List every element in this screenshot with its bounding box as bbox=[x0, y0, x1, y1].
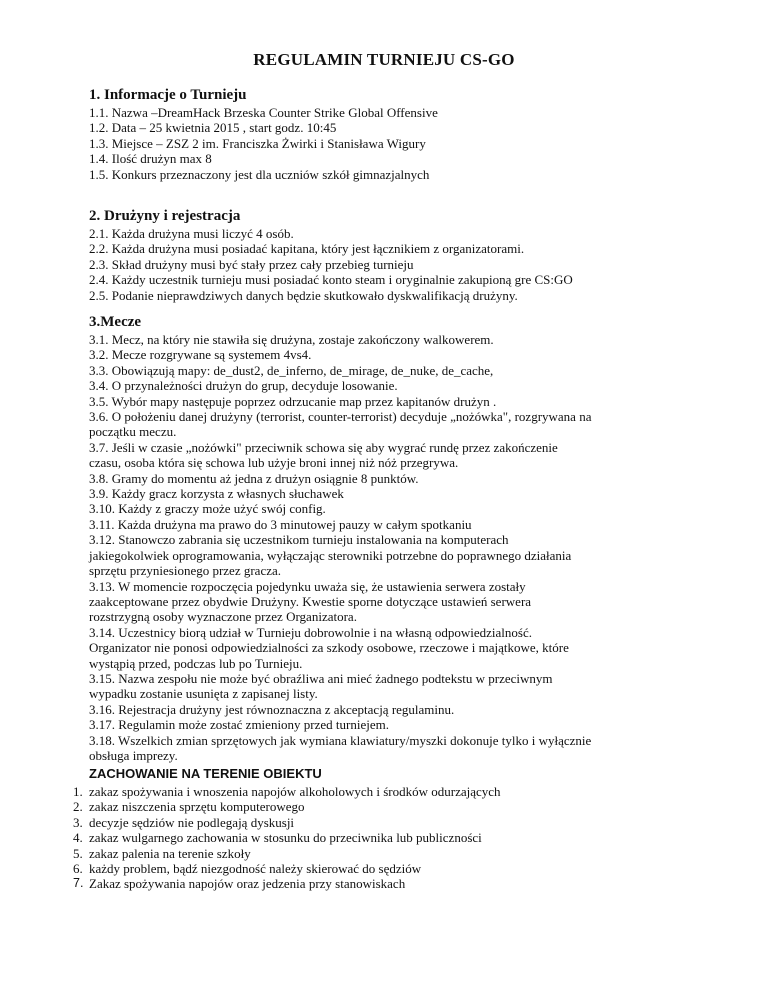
rule-item: 2.2. Każda drużyna musi posiadać kapitana, który jest łącznikiem z organizatorami. bbox=[89, 241, 525, 257]
rule-item: 3.10. Każdy z graczy może użyć swój config. bbox=[89, 501, 326, 517]
section-teams-registration bbox=[89, 207, 689, 303]
rule-item: 1.4. Ilość drużyn max 8 bbox=[89, 151, 212, 167]
rule-item: 2.3. Skład drużyny musi być stały przez cały przebieg turnieju bbox=[89, 256, 414, 272]
rule-item-continuation: początku meczu. bbox=[89, 424, 177, 440]
list-number: 7. bbox=[73, 876, 84, 891]
list-item bbox=[73, 861, 673, 876]
rule-item: 2.5. Podanie nieprawdziwych danych będzie skutkowało dyskwalifikacją drużyny. bbox=[89, 287, 518, 303]
list-item bbox=[73, 846, 673, 861]
list-number: 2. bbox=[73, 799, 83, 815]
rule-item: 3.5. Wybór mapy następuje poprzez odrzucanie map przez kapitanów drużyn . bbox=[89, 393, 497, 409]
rule-item-continuation: sprzętu przyniesionego przez gracza. bbox=[89, 563, 282, 579]
rule-item-continuation: rozstrzygną osoby wyznaczone przez Organizatora. bbox=[89, 609, 357, 625]
rule-item-continuation: wystąpią przed, podczas lub po Turnieju. bbox=[89, 655, 303, 671]
rule-item-continuation: czasu, osoba która się schowa lub użyje broni innej niż nóż przegrywa. bbox=[89, 455, 459, 471]
section-conduct bbox=[73, 766, 673, 892]
rule-item-continuation: wypadku zostanie usunięta z zapisanej listy. bbox=[89, 686, 318, 702]
rule-item: 3.12. Stanowczo zabrania się uczestnikom turnieju instalowania na komputerach bbox=[89, 532, 509, 548]
list-item bbox=[73, 784, 673, 799]
list-item bbox=[73, 876, 673, 891]
list-number: 6. bbox=[73, 861, 83, 877]
section-heading: 1. Informacje o Turnieju bbox=[89, 87, 247, 103]
rule-item: 3.6. O położeniu danej drużyny (terrorist, counter-terrorist) decyduje „nożówka", rozgrywana na bbox=[89, 409, 592, 425]
list-item bbox=[73, 799, 673, 814]
rule-item-continuation: Organizator nie ponosi odpowiedzialności za szkody osobowe, rzeczowe i majątkowe, które bbox=[89, 640, 569, 656]
rule-item: 3.14. Uczestnicy biorą udział w Turnieju dobrowolnie i na własną odpowiedzialność. bbox=[89, 624, 532, 640]
list-text: każdy problem, bądź niezgodność należy skierować do sędziów bbox=[89, 861, 422, 877]
list-text: Zakaz spożywania napojów oraz jedzenia przy stanowiskach bbox=[89, 876, 406, 892]
list-item bbox=[73, 815, 673, 830]
rule-item: 3.16. Rejestracja drużyny jest równoznaczna z akceptacją regulaminu. bbox=[89, 701, 455, 717]
list-text: zakaz wulgarnego zachowania w stosunku do przeciwnika lub publiczności bbox=[89, 830, 482, 846]
rule-item: 1.5. Konkurs przeznaczony jest dla uczniów szkół gimnazjalnych bbox=[89, 166, 430, 182]
rule-item: 3.15. Nazwa zespołu nie może być obraźliwa ani mieć żadnego podtekstu w przeciwnym bbox=[89, 670, 553, 686]
list-text: zakaz niszczenia sprzętu komputerowego bbox=[89, 799, 305, 815]
rule-item: 1.1. Nazwa –DreamHack Brzeska Counter Strike Global Offensive bbox=[89, 105, 438, 120]
rule-item: 3.1. Mecz, na który nie stawiła się drużyna, zostaje zakończony walkowerem. bbox=[89, 332, 494, 347]
rule-item: 3.13. W momencie rozpoczęcia pojedynku uważa się, że ustawienia serwera zostały bbox=[89, 578, 526, 594]
rule-item-continuation: obsługa imprezy. bbox=[89, 747, 178, 763]
rule-item: 2.1. Każda drużyna musi liczyć 4 osób. bbox=[89, 226, 294, 241]
rule-item: 3.17. Regulamin może zostać zmieniony przed turniejem. bbox=[89, 717, 389, 733]
section-matches bbox=[89, 313, 689, 763]
list-number: 5. bbox=[73, 845, 83, 861]
list-item bbox=[73, 830, 673, 845]
list-text: zakaz palenia na terenie szkoły bbox=[89, 845, 251, 861]
section-heading: ZACHOWANIE NA TERENIE OBIEKTU bbox=[89, 766, 322, 781]
rule-item: 1.2. Data – 25 kwietnia 2015 , start godz. 10:45 bbox=[89, 120, 337, 136]
rule-item: 3.18. Wszelkich zmian sprzętowych jak wymiana klawiatury/myszki dokonuje tylko i wyłącznie bbox=[89, 732, 592, 748]
rule-item: 2.4. Każdy uczestnik turnieju musi posiadać konto steam i oryginalnie zakupioną gre CS:GO bbox=[89, 272, 573, 288]
rule-item: 1.3. Miejsce – ZSZ 2 im. Franciszka Żwirki i Stanisława Wigury bbox=[89, 135, 426, 151]
section-tournament-info bbox=[89, 86, 689, 182]
page-title: REGULAMIN TURNIEJU CS-GO bbox=[253, 50, 515, 69]
rule-item: 3.3. Obowiązują mapy: de_dust2, de_inferno, de_mirage, de_nuke, de_cache, bbox=[89, 362, 494, 378]
list-number: 1. bbox=[73, 784, 83, 799]
list-text: zakaz spożywania i wnoszenia napojów alkoholowych i środków odurzających bbox=[89, 784, 501, 799]
rule-item: 3.4. O przynależności drużyn do grup, decyduje losowanie. bbox=[89, 378, 398, 394]
rule-item: 3.9. Każdy gracz korzysta z własnych słuchawek bbox=[89, 486, 344, 502]
section-heading: 2. Drużyny i rejestracja bbox=[89, 208, 241, 224]
rule-item: 3.8. Gramy do momentu aż jedna z drużyn osiągnie 8 punktów. bbox=[89, 470, 419, 486]
rule-item: 3.2. Mecze rozgrywane są systemem 4vs4. bbox=[89, 347, 312, 363]
rule-item: 3.7. Jeśli w czasie „nożówki" przeciwnik schowa się aby wygrać rundę przez zakończenie bbox=[89, 439, 558, 455]
list-number: 3. bbox=[73, 814, 83, 830]
list-text: decyzje sędziów nie podlegają dyskusji bbox=[89, 814, 295, 830]
rule-item-continuation: jakiegokolwiek oprogramowania, wyłączając sterowniki potrzebne do poprawnego działania bbox=[89, 547, 572, 563]
list-number: 4. bbox=[73, 830, 83, 846]
rule-item-continuation: zaakceptowane przez obydwie Drużyny. Kwestie sporne dotyczące ustawień serwera bbox=[89, 593, 532, 609]
rule-item: 3.11. Każda drużyna ma prawo do 3 minutowej pauzy w całym spotkaniu bbox=[89, 516, 472, 532]
section-heading: 3.Mecze bbox=[89, 314, 142, 330]
